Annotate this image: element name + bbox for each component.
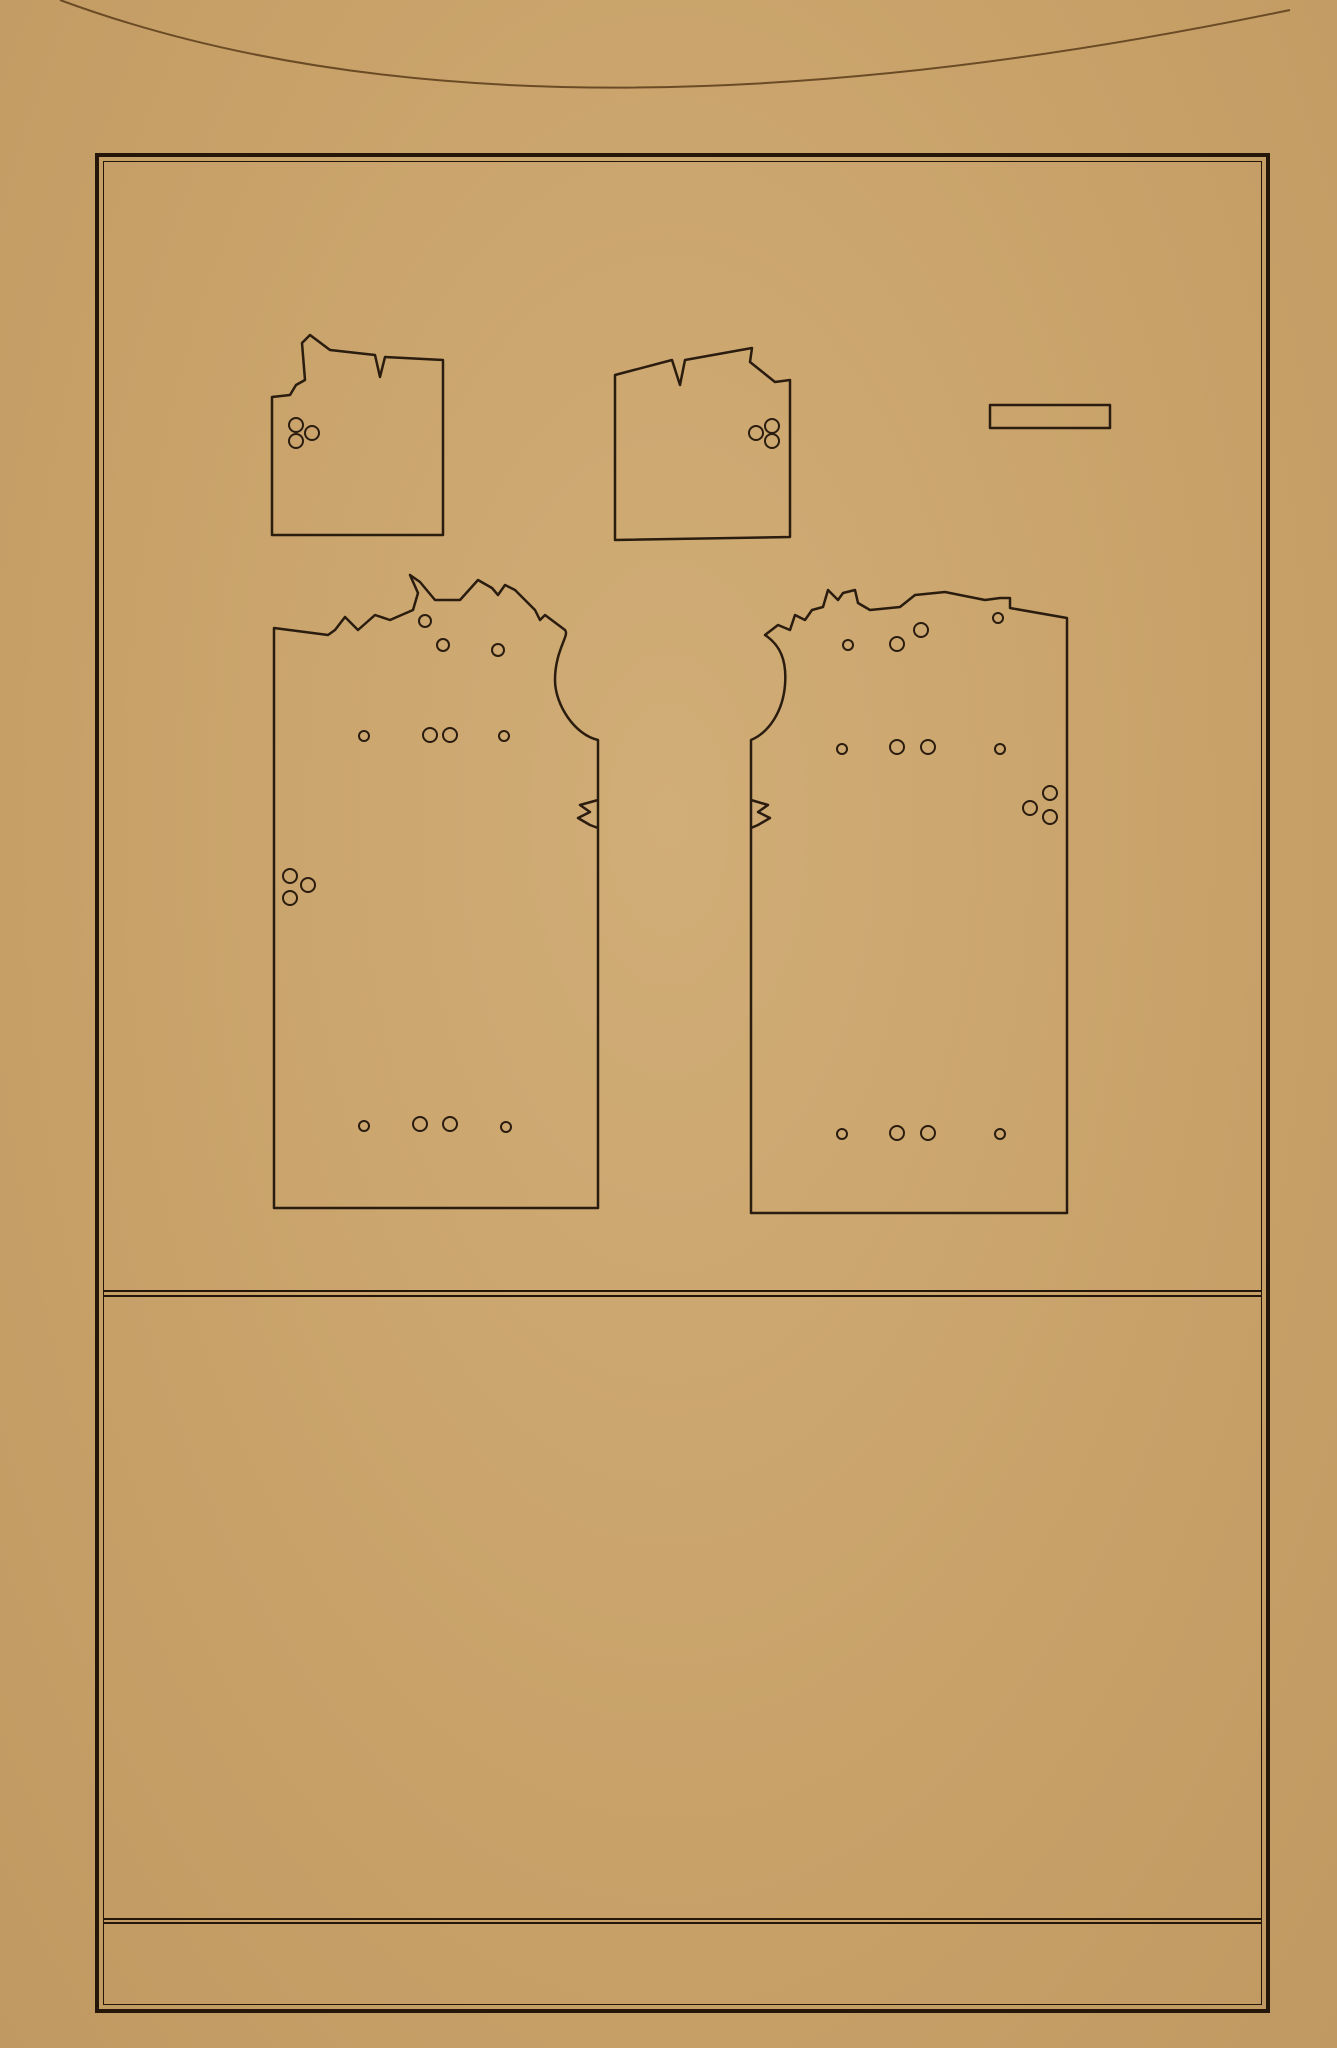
footer-divider-2 — [103, 1922, 1262, 1924]
collar-back-piece — [615, 348, 790, 540]
back-piece — [751, 590, 1067, 1213]
back-notch — [751, 800, 770, 828]
front-notch — [578, 800, 598, 828]
perforation-holes — [283, 418, 1057, 1140]
section-divider-2 — [103, 1295, 1262, 1297]
stay-piece — [990, 405, 1110, 428]
section-divider — [103, 1290, 1262, 1292]
front-piece — [274, 575, 598, 1208]
footer-divider — [103, 1918, 1262, 1920]
